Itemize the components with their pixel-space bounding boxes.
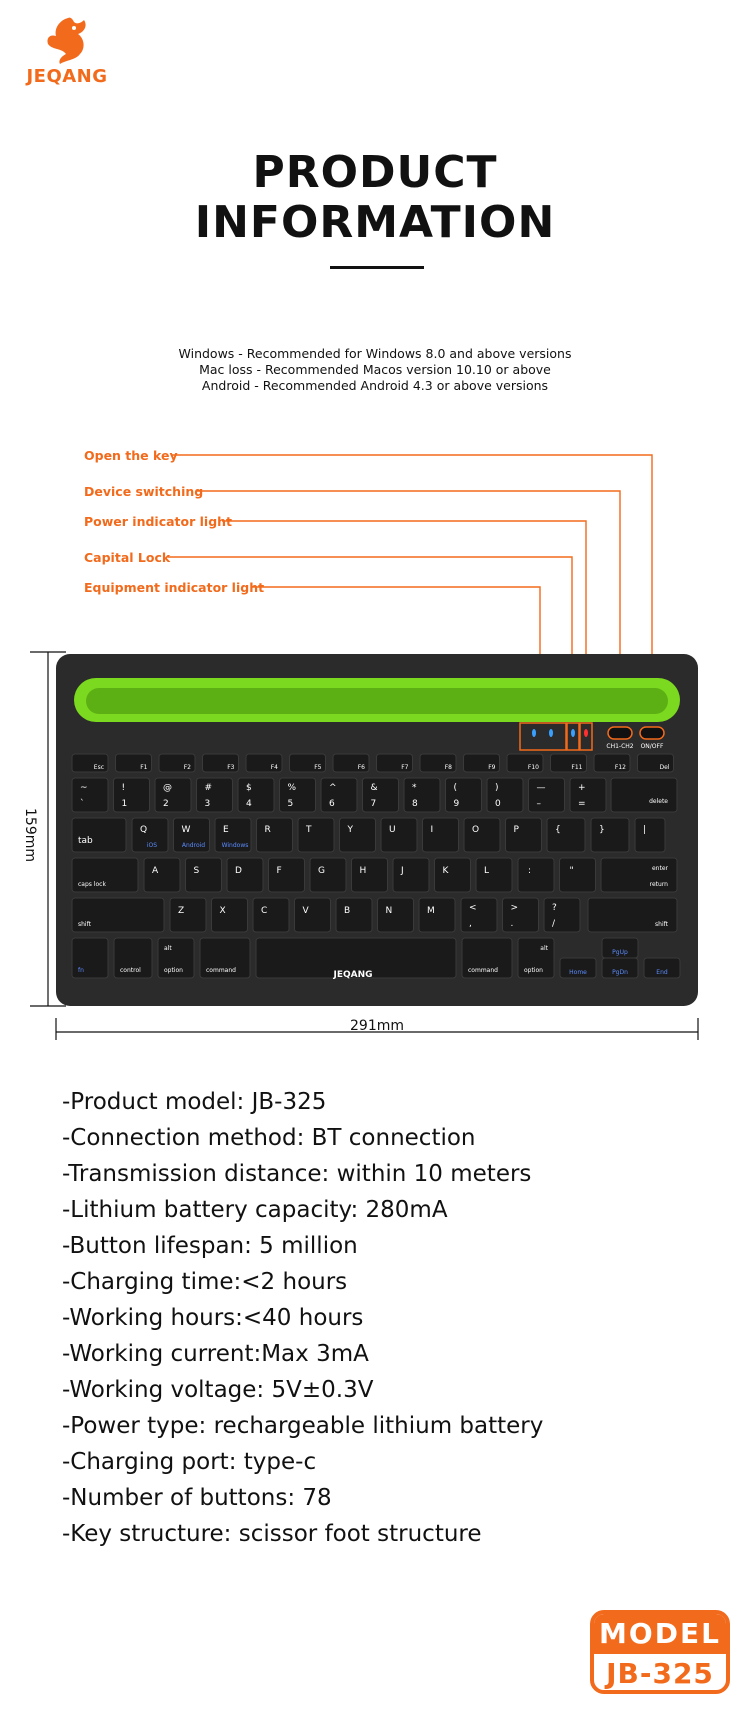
key-r (257, 818, 293, 852)
key-h (352, 858, 388, 892)
ch-label: CH1-CH2 (606, 743, 634, 750)
spec-buttons: -Number of buttons: 78 (62, 1485, 332, 1511)
key-num-bottom-9: 9 (453, 799, 460, 809)
key-label-return: return (649, 881, 668, 888)
key-angle-1 (503, 898, 539, 932)
key-num-bottom-8: 8 (412, 799, 418, 809)
key-label-c: C (261, 906, 268, 916)
key-label-f7: F7 (401, 764, 409, 771)
key-label-v: V (302, 906, 309, 916)
key-d (227, 858, 263, 892)
key-label-alt-left: alt (164, 945, 172, 952)
callout-open-key: Open the key (84, 448, 178, 463)
compatibility-notes (0, 346, 750, 394)
key-num-bottom-11: – (536, 799, 541, 809)
spec-working-hours: -Working hours:<40 hours (62, 1305, 364, 1331)
brand-name: JEQANG (26, 66, 108, 87)
key-num-6 (321, 778, 357, 812)
title-line-1: PRODUCT (252, 147, 498, 198)
key-num-12 (570, 778, 606, 812)
key-sym-0 (547, 818, 585, 852)
callout-device-switching: Device switching (84, 484, 204, 499)
key-num-10 (487, 778, 523, 812)
onoff-label: ON/OFF (640, 743, 664, 750)
key-g (310, 858, 346, 892)
key-label-e: E (223, 825, 229, 835)
key-label-b: B (344, 906, 351, 916)
key-num-top-6: ^ (329, 783, 337, 793)
key-label-pgdn: PgDn (612, 969, 628, 976)
key-num-bottom-2: 2 (163, 799, 169, 809)
model-badge-label: MODEL (594, 1614, 726, 1654)
spec-charging-time: -Charging time:<2 hours (62, 1269, 348, 1295)
key-t (298, 818, 334, 852)
key-num-top-5: % (287, 783, 297, 793)
key-label-j: J (401, 866, 404, 876)
key-num-top-9: ( (453, 783, 458, 793)
spec-distance: -Transmission distance: within 10 meters (62, 1161, 532, 1187)
key-label-alt-right: alt (540, 945, 548, 952)
key-j (393, 858, 429, 892)
key-m (419, 898, 455, 932)
key-num-bottom-6: 6 (329, 799, 335, 809)
compat-mac: Mac loss - Recommended Macos version 10.10 or above (199, 362, 551, 377)
key-num-top-8: * (412, 783, 417, 793)
key-num-9 (446, 778, 482, 812)
device2-light-icon (549, 729, 553, 737)
key-label-n: N (385, 906, 393, 916)
key-x (212, 898, 248, 932)
key-label-f: F (276, 866, 282, 876)
key-num-bottom-12: = (578, 799, 586, 809)
key-sub-ios: iOS (146, 842, 158, 849)
callout-equipment-indicator: Equipment indicator light (84, 580, 265, 595)
phone-tray-inner (86, 688, 668, 714)
key-label-delete: delete (649, 798, 668, 805)
key-tab (72, 818, 126, 852)
key-sym-label-1: } (599, 825, 605, 835)
key-label-w: W (181, 825, 191, 835)
key-label-f3: F3 (227, 764, 235, 771)
brand-logo (22, 14, 112, 86)
key-label-f4: F4 (270, 764, 278, 771)
callout-capital-lock: Capital Lock (84, 550, 171, 565)
key-label-command-right: command (468, 967, 498, 974)
spec-list (62, 1084, 543, 1552)
key-label-f1: F1 (140, 764, 148, 771)
keyboard-logo-text: JEQANG (333, 970, 373, 980)
key-num-3 (197, 778, 233, 812)
key-label-x: X (219, 906, 226, 916)
key-angle-bottom-2: / (552, 919, 556, 929)
key-num-4 (238, 778, 274, 812)
key-label-z: Z (178, 906, 185, 916)
key-y (340, 818, 376, 852)
key-angle-bottom-1: . (510, 919, 514, 929)
key-label-f6: F6 (357, 764, 365, 771)
key-label-p: P (513, 825, 519, 835)
key-label-u: U (389, 825, 396, 835)
key-p (506, 818, 542, 852)
key-num-bottom-3: 3 (204, 799, 211, 809)
key-label-f2: F2 (183, 764, 191, 771)
key-num-0 (72, 778, 108, 812)
key-label-f5: F5 (314, 764, 322, 771)
power-switch (640, 727, 664, 739)
key-punct-label-1: " (569, 866, 574, 876)
key-label-t: T (306, 825, 312, 835)
key-label-command-left: command (206, 967, 236, 974)
key-num-top-4: $ (246, 783, 252, 793)
key-label-option-left: option (164, 967, 183, 974)
device-switch (608, 727, 632, 739)
key-label-option-right: option (524, 967, 543, 974)
key-f (269, 858, 305, 892)
key-label-m: M (427, 906, 435, 916)
key-l (476, 858, 512, 892)
key-sym-1 (591, 818, 629, 852)
spec-power-type: -Power type: rechargeable lithium battery (62, 1413, 544, 1439)
spec-connection: -Connection method: BT connection (62, 1125, 476, 1151)
key-label-f9: F9 (488, 764, 496, 771)
key-label-o: O (472, 825, 480, 835)
compat-android: Android - Recommended Android 4.3 or above versions (201, 378, 549, 393)
key-num-bottom-10: 0 (495, 799, 501, 809)
key-num-2 (155, 778, 191, 812)
key-num-5 (280, 778, 316, 812)
key-angle-top-2: ? (552, 903, 557, 913)
key-num-top-2: @ (163, 783, 172, 793)
spec-lifespan: -Button lifespan: 5 million (62, 1233, 358, 1259)
key-label-tab: tab (78, 836, 93, 846)
key-num-11 (529, 778, 565, 812)
key-label-r: R (264, 825, 271, 835)
key-sym-label-2: | (643, 825, 647, 835)
spec-working-current: -Working current:Max 3mA (62, 1341, 369, 1367)
device1-light-icon (532, 729, 536, 737)
key-label-h: H (359, 866, 367, 876)
key-sub-android: Android (181, 842, 206, 849)
key-i (423, 818, 459, 852)
key-s (186, 858, 222, 892)
key-num-bottom-7: 7 (370, 799, 377, 809)
key-label-f12: F12 (614, 764, 626, 771)
key-num-top-10: ) (495, 783, 499, 793)
key-label-g: G (318, 866, 325, 876)
width-label: 291mm (350, 1018, 404, 1034)
key-v (295, 898, 331, 932)
title-divider (330, 266, 424, 269)
key-sym-2 (635, 818, 665, 852)
model-badge (590, 1610, 730, 1694)
key-num-bottom-1: 1 (121, 799, 128, 809)
key-punct-1 (560, 858, 596, 892)
key-num-1 (114, 778, 150, 812)
caps-light-icon (571, 729, 575, 737)
key-o (464, 818, 500, 852)
key-label-d: D (235, 866, 242, 876)
key-label-end: End (656, 969, 668, 976)
key-label-enter: enter (651, 865, 668, 872)
key-num-bottom-5: 5 (287, 799, 294, 809)
key-num-top-11: — (536, 783, 546, 793)
key-a (144, 858, 180, 892)
key-sym-label-0: { (555, 825, 561, 835)
model-badge-value: JB-325 (606, 1657, 714, 1690)
key-punct-0 (518, 858, 554, 892)
key-label-caps: caps lock (78, 881, 106, 888)
keyboard-diagram (0, 440, 750, 1060)
key-num-top-1: ! (121, 783, 126, 793)
key-label-a: A (152, 866, 159, 876)
key-num-top-12: + (578, 783, 586, 793)
key-delete (611, 778, 677, 812)
key-angle-2 (544, 898, 580, 932)
dragon-logo-icon (22, 14, 112, 66)
key-n (378, 898, 414, 932)
key-label-f8: F8 (444, 764, 452, 771)
key-num-8 (404, 778, 440, 812)
key-angle-0 (461, 898, 497, 932)
key-label-f10: F10 (527, 764, 539, 771)
spec-model: -Product model: JB-325 (62, 1089, 327, 1115)
key-label-control: control (120, 967, 141, 974)
key-k (435, 858, 471, 892)
key-c (253, 898, 289, 932)
spec-battery: -Lithium battery capacity: 280mA (62, 1197, 448, 1223)
key-num-top-3: # (204, 783, 213, 793)
key-num-7 (363, 778, 399, 812)
key-label-shift-right: shift (655, 921, 668, 928)
key-label-home: Home (569, 969, 587, 976)
key-u (381, 818, 417, 852)
key-num-bottom-4: 4 (246, 799, 252, 809)
key-b (336, 898, 372, 932)
key-label-pgup: PgUp (612, 949, 628, 956)
key-angle-bottom-0: , (469, 919, 472, 929)
key-label-del: Del (659, 764, 670, 771)
callout-power-indicator: Power indicator light (84, 514, 233, 529)
key-punct-label-0: : (528, 866, 532, 876)
key-label-fn: fn (78, 967, 84, 974)
key-label-f11: F11 (571, 764, 583, 771)
key-num-bottom-0: ` (80, 799, 85, 809)
key-label-i: I (430, 825, 434, 835)
key-label-k: K (442, 866, 449, 876)
key-angle-top-0: < (469, 903, 477, 913)
compat-windows: Windows - Recommended for Windows 8.0 and above versions (178, 346, 572, 361)
spec-key-structure: -Key structure: scissor foot structure (62, 1521, 482, 1547)
key-label-q: Q (140, 825, 148, 835)
title-line-2: INFORMATION (194, 197, 556, 248)
key-label-esc: Esc (93, 764, 104, 771)
key-sub-windows: Windows (221, 842, 249, 849)
key-num-top-7: & (370, 783, 378, 793)
power-light-icon (584, 729, 588, 737)
key-z (170, 898, 206, 932)
key-label-l: L (484, 866, 490, 876)
height-label: 159mm (22, 808, 38, 862)
key-label-y: Y (347, 825, 353, 835)
key-label-s: S (193, 866, 200, 876)
key-label-shift-left: shift (78, 921, 91, 928)
page-title (0, 148, 750, 248)
key-angle-top-1: > (510, 903, 519, 913)
spec-charging-port: -Charging port: type-c (62, 1449, 317, 1475)
spec-working-voltage: -Working voltage: 5V±0.3V (62, 1377, 374, 1403)
key-num-top-0: ~ (80, 783, 88, 793)
